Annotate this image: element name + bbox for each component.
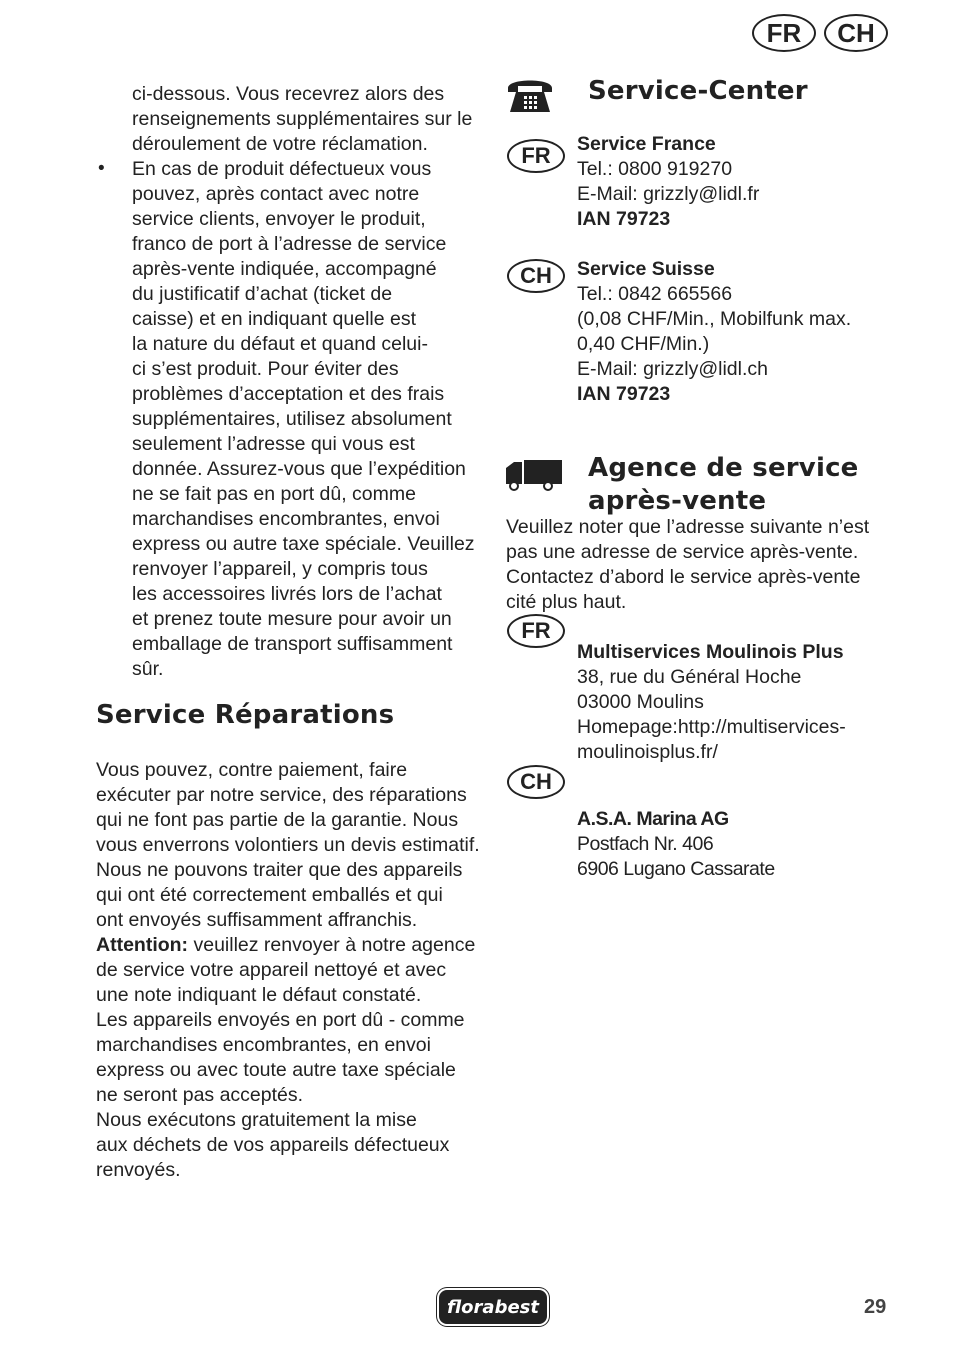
service-suisse-title: Service Suisse	[577, 258, 715, 280]
truck-icon	[504, 458, 564, 497]
language-badge-ch: CH	[824, 14, 888, 52]
agency-ch-address: A.S.A. Marina AG Postfach Nr. 406 6906 Lugano Cassarate	[577, 808, 775, 880]
attention-label: Attention:	[96, 934, 189, 956]
service-suisse-block: Service Suisse Tel.: 0842 665566 (0,08 CHF/Min., Mobilfunk max. 0,40 CHF/Min.) E-Mail: grizzly@lidl.ch IAN 79723	[577, 258, 852, 405]
repairs-heading: Service Réparations	[96, 700, 395, 730]
agency-ch-name: A.S.A. Marina AG	[577, 808, 729, 830]
service-suisse-ian: IAN 79723	[577, 383, 671, 405]
language-badge-fr: FR	[752, 14, 816, 52]
bullet-point: •	[98, 158, 105, 179]
agency-heading: Agence de service après-vente	[588, 453, 859, 516]
repairs-paragraph: Vous pouvez, contre paiement, faire exécuter par notre service, des réparations qui ne font pas partie de la garantie. Nous vous enverrons volontiers un devis estimatif. Nous ne pouvons traiter que des appareils qui ont été correctement emballés et qui ont envoyés suffisamment affranchis. Attention: veuillez renvoyer à notre agence de service votre appareil nettoyé et avec une note indiquant le défaut constaté. Les appareils envoyés en port dû - comme marchandises encombrantes, en envoi express ou avec toute autre taxe spéciale ne seront pas acceptés. Nous exécutons gratuitement la mise aux déchets de vos appareils défectueux renvoyés.	[96, 759, 480, 1181]
service-france-ian: IAN 79723	[577, 208, 671, 230]
agency-intro: Veuillez noter que l’adresse suivante n’est pas une adresse de service après-vente. Contactez d’abord le service après-vente cité plus haut.	[506, 516, 870, 613]
agency-ch-badge: CH	[507, 765, 565, 799]
service-suisse-badge: CH	[507, 259, 565, 293]
attention-line: Attention: veuillez renvoyer à notre agence	[96, 934, 476, 956]
telephone-icon	[506, 74, 554, 119]
florabest-logo: florabest	[439, 1290, 547, 1324]
service-center-heading: Service-Center	[588, 76, 808, 106]
agency-fr-address: Multiservices Moulinois Plus 38, rue du Général Hoche 03000 Moulins Homepage:http://multiservices- moulinoisplus.fr/	[577, 641, 846, 763]
agency-fr-badge: FR	[507, 614, 565, 648]
service-france-badge: FR	[507, 139, 565, 173]
service-france-title: Service France	[577, 133, 716, 155]
continuation-text: ci-dessous. Vous recevrez alors des renseignements supplémentaires sur le déroulement de votre réclamation.	[132, 83, 473, 155]
agency-fr-name: Multiservices Moulinois Plus	[577, 641, 844, 663]
service-france-block: Service France Tel.: 0800 919270 E-Mail: grizzly@lidl.fr IAN 79723	[577, 133, 760, 230]
bullet-paragraph: En cas de produit défectueux vous pouvez, après contact avec notre service clients, envoyer le produit, franco de port à l’adresse de service après-vente indiquée, accompagné du justificatif d’achat (ticket de caisse) et en indiquant quelle est la nature du défaut et quand celui- ci s’est produit. Pour éviter des problèmes d’acceptation et des frais supplémentaires, utilisez absolument seulement l’adresse qui vous est donnée. Assurez-vous que l’expédition ne se fait pas en port dû, comme marchandises encombrantes, envoi express ou autre taxe spéciale. Veuillez renvoyer l’appareil, y compris tous les accessoires livrés lors de l’achat et prenez toute mesure pour avoir un emballage de transport suffisamment sûr.	[132, 158, 475, 680]
page-number: 29	[864, 1296, 887, 1318]
